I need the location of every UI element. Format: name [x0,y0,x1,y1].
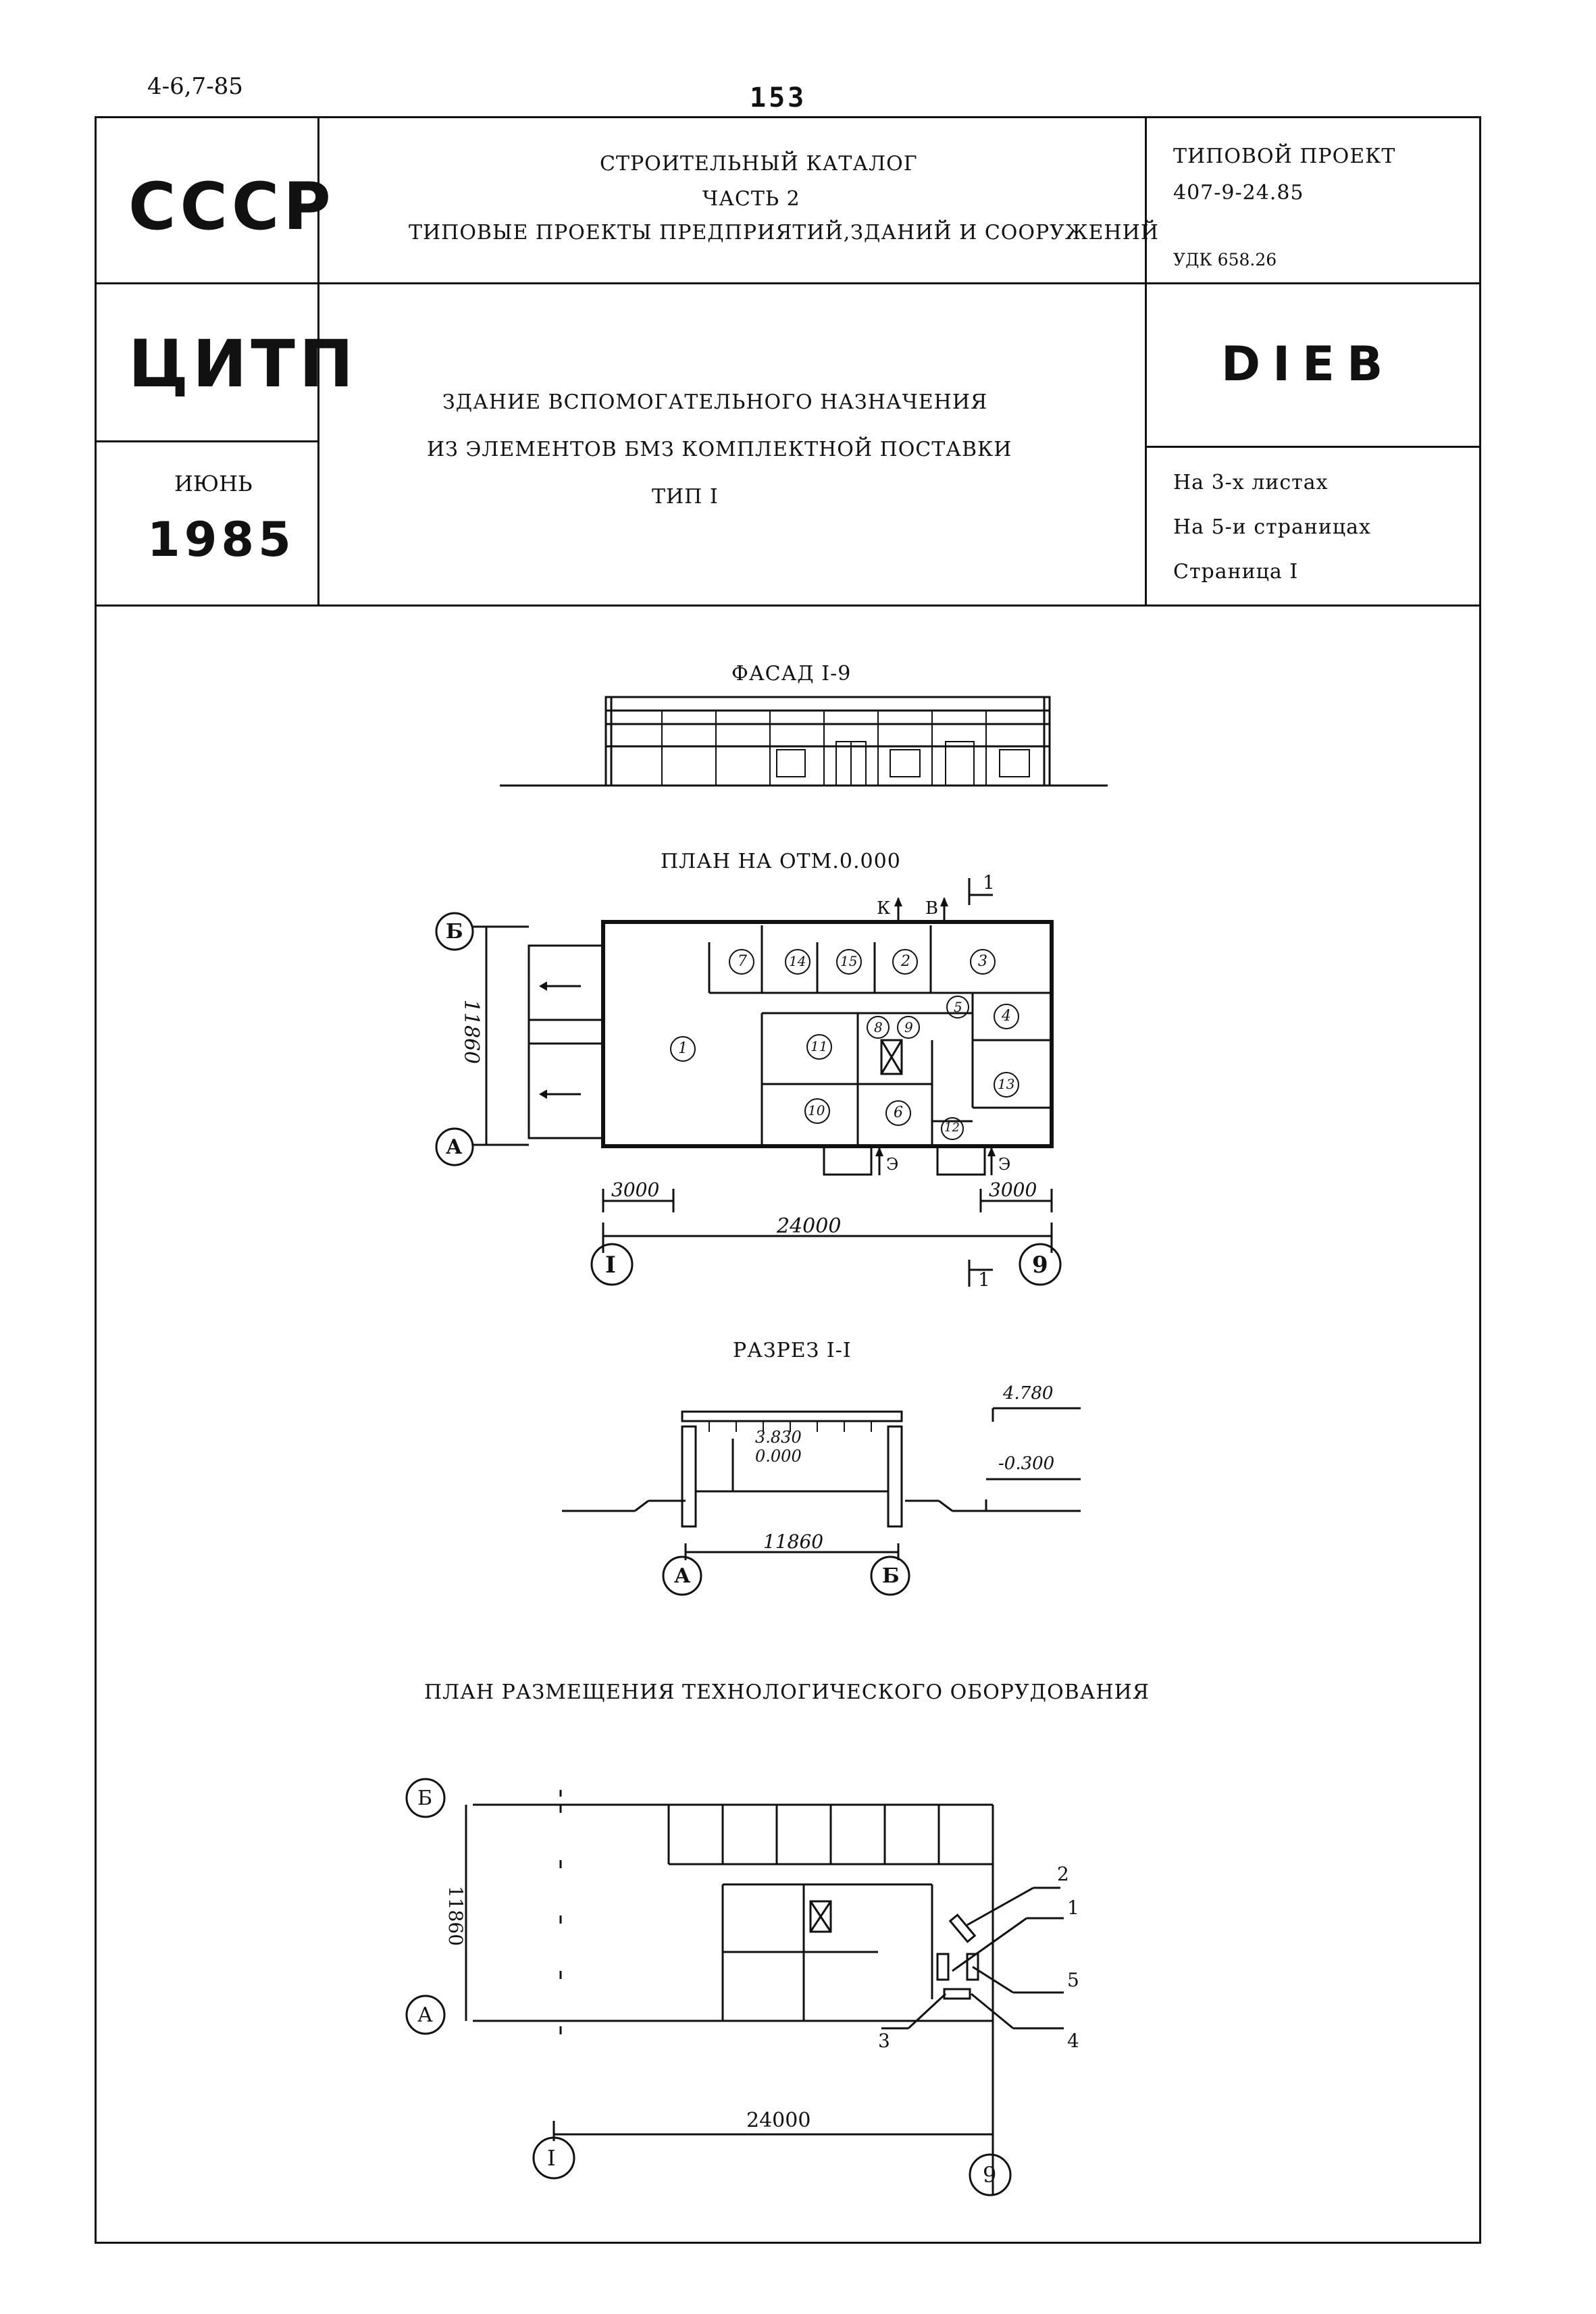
page-number: 153 [750,82,807,113]
room-number: 6 [894,1104,903,1121]
plan-section-mark-bottom: 1 [978,1268,990,1291]
plan-entry-e-left: Э [886,1155,899,1174]
stamp-country: СССР [128,169,335,245]
stamp-month: ИЮНЬ [174,471,253,496]
room-number: 4 [1002,1008,1011,1025]
section-dim-width: 11860 [763,1531,824,1553]
plan-dim-right: 3000 [989,1179,1037,1201]
plan-section-mark-top: 1 [983,871,995,894]
project-number: 407-9-24.85 [1173,181,1304,205]
title-line-2: ИЗ ЭЛЕМЕНТОВ БМЗ КОМПЛЕКТНОЙ ПОСТАВКИ [427,438,1012,461]
section-elev-top: 4.780 [1003,1383,1054,1404]
plan-entry-k: К [877,898,891,919]
plan-axis-b: Б [446,920,463,944]
project-label: ТИПОВОЙ ПРОЕКТ [1173,145,1396,168]
room-number: 15 [840,953,858,969]
room-number: 2 [901,953,910,970]
section-elev-mid: 3.830 [755,1428,802,1447]
equip-callout-4: 4 [1067,2030,1079,2052]
project-code: DIEB [1221,336,1395,392]
title-line-1: ЗДАНИЕ ВСПОМОГАТЕЛЬНОГО НАЗНАЧЕНИЯ [442,390,988,414]
room-number: 12 [944,1121,960,1135]
section-elev-zero: 0.000 [755,1447,802,1466]
equip-callout-5: 5 [1067,1969,1079,1991]
stamp-year: 1985 [147,512,295,567]
equip-callout-2: 2 [1057,1863,1069,1885]
plan-dim-left: 3000 [611,1179,660,1201]
plan-axis-9: 9 [1032,1252,1048,1279]
room-number: 13 [998,1076,1015,1092]
equip-callout-3: 3 [878,2030,890,2052]
plan-axis-1: I [605,1252,616,1279]
room-number: 8 [874,1019,883,1035]
room-number: 1 [678,1040,688,1057]
stamp-org: ЦИТП [128,326,358,402]
room-number: 14 [789,953,806,969]
equip-axis-9: 9 [983,2162,997,2188]
equip-axis-1: I [547,2145,556,2171]
plan-dim-width: 24000 [777,1214,842,1238]
room-number: 5 [954,999,962,1015]
equip-dim-height: 11860 [444,1885,467,1947]
equip-axis-b: Б [417,1786,433,1810]
section-axis-b: Б [882,1564,900,1588]
plan-caption: ПЛАН НА ОТМ.0.000 [661,850,901,873]
project-sheets: На 3-х листах [1173,471,1329,494]
equip-callout-1: 1 [1067,1897,1079,1919]
project-pages: На 5-и страницах [1173,515,1371,539]
facade-caption: ФАСАД I-9 [731,662,852,686]
section-axis-a: А [674,1564,691,1588]
catalog-line-1: СТРОИТЕЛЬНЫЙ КАТАЛОГ [600,152,918,176]
section-elev-ground: -0.300 [998,1454,1055,1474]
plan-entry-v: В [925,898,939,919]
room-number: 7 [738,953,747,970]
section-caption: РАЗРЕЗ I-I [733,1339,852,1362]
title-line-3: ТИП I [652,485,719,509]
plan-entry-e-right: Э [998,1155,1011,1174]
equip-dim-width: 24000 [746,2109,811,2132]
room-number: 9 [904,1019,913,1035]
room-number: 10 [808,1102,825,1119]
equip-axis-a: А [417,2003,433,2027]
project-page: Страница I [1173,560,1299,584]
document-code: 4-6,7-85 [147,73,243,100]
room-number: 3 [978,953,987,970]
plan-axis-a: А [446,1135,463,1159]
room-number: 11 [810,1038,828,1054]
project-udk: УДК 658.26 [1173,250,1277,269]
equipment-caption: ПЛАН РАЗМЕЩЕНИЯ ТЕХНОЛОГИЧЕСКОГО ОБОРУДОВАНИЯ [424,1680,1150,1704]
catalog-line-3: ТИПОВЫЕ ПРОЕКТЫ ПРЕДПРИЯТИЙ,ЗДАНИЙ И СООРУЖЕНИЙ [409,221,1159,245]
catalog-line-2: ЧАСТЬ 2 [702,187,800,211]
plan-dim-height: 11860 [459,999,484,1064]
